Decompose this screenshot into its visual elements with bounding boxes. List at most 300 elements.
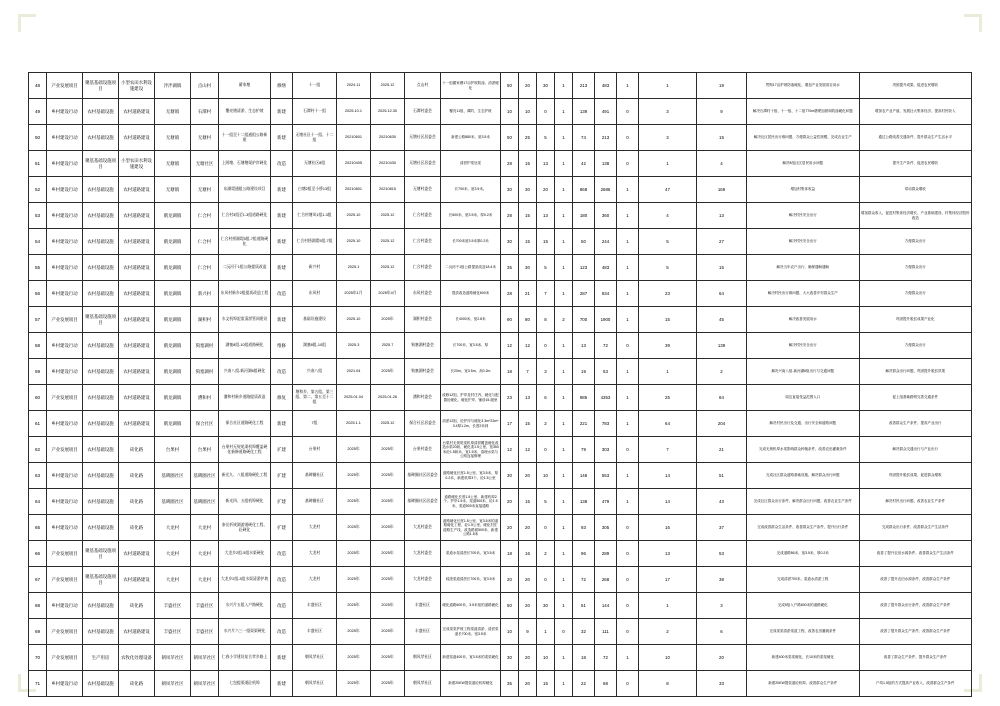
cell-pop: 32 <box>573 619 595 645</box>
cell-name: 泰岳折规湖游道硬化工程、砼硬化 <box>219 515 271 541</box>
cell-start: 2021.04 <box>337 359 371 385</box>
cell-self: 1 <box>555 463 573 489</box>
cell-self: 1 <box>555 99 573 125</box>
cell-start: 2025.3 <box>337 333 371 359</box>
cell-village: 点山村 <box>191 73 219 99</box>
cell-mech: 改善了提升群众出行条件、改善群众生产条件 <box>859 593 972 619</box>
cell-self: 1 <box>555 281 573 307</box>
cell-invest: 28 <box>501 203 519 229</box>
cell-self: 1 <box>555 593 573 619</box>
cell-town: 鹤龙湖镇 <box>155 411 191 437</box>
table-row <box>29 255 972 281</box>
cell-pop: 13 <box>573 333 595 359</box>
cell-nature: 维修 <box>271 333 293 359</box>
cell-end: 20210430 <box>371 151 405 177</box>
cell-fund: 20 <box>519 593 537 619</box>
cell-poor: 268 <box>595 567 617 593</box>
cell-start: 2025年 <box>337 619 371 645</box>
cell-name: 大龙乡2组-5组水渠硬化 <box>219 541 271 567</box>
cell-start: 2025年 <box>337 567 371 593</box>
cell-industry: 聚基基础设施项目 <box>83 73 119 99</box>
cell-no: 59 <box>29 359 47 385</box>
cell-self: 1 <box>555 489 573 515</box>
cell-type: 农村道路建设 <box>119 333 155 359</box>
cell-fund: 13 <box>519 385 537 411</box>
cell-no: 65 <box>29 515 47 541</box>
cell-goal: 解决改善发展用水 <box>747 307 860 333</box>
cell-drive2: 10 <box>639 645 697 671</box>
cell-name: 仁合村捞湖堤5组-7组道路硬化 <box>219 229 271 255</box>
cell-self: 1 <box>555 177 573 203</box>
cell-nature: 改造 <box>271 619 293 645</box>
cell-village: 湖积村 <box>191 307 219 333</box>
cell-drive: 1 <box>617 203 639 229</box>
cell-mech: 增加群众收入、促进村集体经济增长、产业基础建设、村集体经济股份改造 <box>859 203 972 229</box>
cell-pop: 287 <box>573 281 595 307</box>
cell-self: 1 <box>555 385 573 411</box>
cell-field: 产业发展项目 <box>47 619 83 645</box>
cell-goal: 完成道路86米、宽3.5米、厚0.2米 <box>747 541 860 567</box>
cell-type: 农牧化处理设备 <box>119 645 155 671</box>
cell-other: 20 <box>537 177 555 203</box>
cell-drive: 1 <box>617 463 639 489</box>
cell-fund: 15 <box>519 151 537 177</box>
cell-goal: 解决石潭村十组、十一组、十二组770m塘堤加固和防渗硬化问题 <box>747 99 860 125</box>
cell-other: 8 <box>537 307 555 333</box>
cell-end: 20210630 <box>371 125 405 151</box>
cell-nature: 扩建 <box>271 489 293 515</box>
cell-pop: 213 <box>573 73 595 99</box>
cell-subject: 保合社区居委会 <box>405 411 441 437</box>
cell-drive: 0 <box>617 437 639 463</box>
cell-town: 基碑圈社区 <box>155 463 191 489</box>
cell-drive: 1 <box>617 229 639 255</box>
cell-subject: 仁合村委会 <box>405 229 441 255</box>
cell-drive2: 25 <box>639 385 697 411</box>
cell-mech: 解决群众交通出行与产业出行 <box>859 437 972 463</box>
cell-drive2: 8 <box>639 671 697 697</box>
cell-village: 漕和村 <box>191 385 219 411</box>
cell-village: 朝凤苹社区 <box>191 645 219 671</box>
cell-fund: 16 <box>519 541 537 567</box>
cell-drive3: 84 <box>697 385 747 411</box>
cell-pop: 123 <box>573 255 595 281</box>
cell-start: 2025年 <box>337 489 371 515</box>
cell-town: 鹤龙湖镇 <box>155 333 191 359</box>
cell-other: 0 <box>537 515 555 541</box>
cell-field: 产业发展项目 <box>47 567 83 593</box>
cell-drive2: 23 <box>639 281 697 307</box>
cell-self: 1 <box>555 73 573 99</box>
cell-no: 71 <box>29 671 47 697</box>
table-row <box>29 541 972 567</box>
cell-village: 保合社区 <box>191 411 219 437</box>
cell-drive3: 51 <box>697 463 747 489</box>
cell-industry: 农村基础设施 <box>83 203 119 229</box>
cell-nature: 新建 <box>271 645 293 671</box>
cell-invest: 28 <box>501 281 519 307</box>
cell-no: 58 <box>29 333 47 359</box>
cell-site: 台果村 <box>293 437 337 463</box>
cell-other: 30 <box>537 593 555 619</box>
cell-industry: 农村基础设施 <box>83 619 119 645</box>
cell-town: 无塘镇 <box>155 177 191 203</box>
corner-mark-top-right-vertical <box>979 14 982 32</box>
cell-drive3: 33 <box>697 671 747 697</box>
cell-subject: 狗塞湖村委会 <box>405 333 441 359</box>
cell-drive3: 19 <box>697 73 747 99</box>
cell-content: 清淤护渠处渠 <box>441 151 501 177</box>
cell-mech: 完成群众出行条件、改善群众生产生活条件 <box>859 515 972 541</box>
cell-no: 60 <box>29 385 47 411</box>
cell-site: 丰盛社区 <box>293 619 337 645</box>
cell-site: 大龙村 <box>293 515 337 541</box>
cell-drive: 1 <box>617 177 639 203</box>
cell-goal: 周边直接受益范围人口 <box>747 385 860 411</box>
cell-content: 长700米、宽3.5米。 <box>441 177 501 203</box>
cell-town: 无塘镇 <box>155 151 191 177</box>
cell-mech: 户均1.5倍的方式提高产业收入、改善群众生产条件 <box>859 671 972 697</box>
cell-pop: 18 <box>573 645 595 671</box>
cell-invest: 12 <box>501 437 519 463</box>
cell-type: 砖化路 <box>119 515 155 541</box>
cell-no: 52 <box>29 177 47 203</box>
cell-drive3: 20 <box>697 645 747 671</box>
cell-industry: 农村基础设施 <box>83 281 119 307</box>
cell-goal: 新建20KW提渠道砼机埠、改善群众生产条件 <box>747 671 860 697</box>
cell-poor: 144 <box>595 593 617 619</box>
cell-mech: 带动群众增收 <box>859 177 972 203</box>
cell-poor: 72 <box>595 333 617 359</box>
cell-type: 农村道路建设 <box>119 177 155 203</box>
cell-nature: 改造 <box>271 359 293 385</box>
cell-poor: 483 <box>595 73 617 99</box>
cell-mech: 改善了提升群众生产条件、改善群众生产条件 <box>859 619 972 645</box>
cell-site: 大龙村 <box>293 541 337 567</box>
cell-pop: 985 <box>573 385 595 411</box>
cell-mech: 方便群众出行 <box>859 255 972 281</box>
cell-fund: 20 <box>519 515 537 541</box>
table-row <box>29 281 972 307</box>
cell-industry: 聚基基础设施项目 <box>83 307 119 333</box>
cell-subject: 丰盛社区 <box>405 593 441 619</box>
cell-field: 乡村建设行动 <box>47 463 83 489</box>
cell-end: 2025.12 <box>371 229 405 255</box>
cell-town: 大龙村 <box>155 515 191 541</box>
cell-other: 15 <box>537 229 555 255</box>
table-row <box>29 411 972 437</box>
cell-content: 二沅河干1组公路提质改造18.4米 <box>441 255 501 281</box>
cell-start: 2025年 <box>337 593 371 619</box>
cell-start: 2025年 <box>337 437 371 463</box>
cell-drive3: 43 <box>697 489 747 515</box>
cell-drive2: 1 <box>639 151 697 177</box>
cell-industry: 农村基础设施 <box>83 671 119 697</box>
cell-town: 鹤龙湖镇 <box>155 229 191 255</box>
cell-start: 2025.10.1 <box>337 99 371 125</box>
cell-drive: 1 <box>617 307 639 333</box>
table-row <box>29 567 972 593</box>
cell-drive2: 13 <box>639 541 697 567</box>
cell-fund: 30 <box>519 177 537 203</box>
cell-field: 乡村建设行动 <box>47 255 83 281</box>
cell-subject: 台果村委会 <box>405 437 441 463</box>
cell-village: 石潭村 <box>191 99 219 125</box>
cell-field: 乡村建设行动 <box>47 203 83 229</box>
cell-type: 农村道路建设 <box>119 255 155 281</box>
cell-village: 丰盛社区 <box>191 593 219 619</box>
cell-fund: 30 <box>519 255 537 281</box>
cell-name: 水兴片五组入户路硬化 <box>219 593 271 619</box>
cell-goal: 完成社区群众出行条件、解决群众出行问题、改善农业生产条件 <box>747 489 860 515</box>
cell-poor: 111 <box>595 619 617 645</box>
cell-village: 新兴村 <box>191 281 219 307</box>
cell-self: 1 <box>555 359 573 385</box>
cell-drive: 1 <box>617 281 639 307</box>
cell-name: 十一组至十二组通组公路新建 <box>219 125 271 151</box>
cell-content: 长4000米、宽2.8米 <box>441 307 501 333</box>
cell-other: 5 <box>537 255 555 281</box>
cell-type: 砖化路 <box>119 437 155 463</box>
cell-mech: 解决村民出行问题、改善农业生产条件 <box>859 489 972 515</box>
table-row <box>29 463 972 489</box>
cell-goal: 解决村民安全出行 <box>747 229 860 255</box>
cell-mech: 提升生产条件、促进农民增收 <box>859 151 972 177</box>
cell-content: 完成渠渠护坡工程渠道清淤、清淤渠道长700米、宽3.5米 <box>441 619 501 645</box>
table-row <box>29 203 972 229</box>
cell-content: 道路硬化长度1.5公里、新建机埠2个、护岸1.5米、渠道500米、砼1.5米、渠道500米直接通路 <box>441 489 501 515</box>
cell-drive: 0 <box>617 619 639 645</box>
cell-poor: 68 <box>595 671 617 697</box>
cell-end: 2025.12 <box>371 73 405 99</box>
cell-end: 2025.12 <box>371 255 405 281</box>
cell-nature: 扩建 <box>271 437 293 463</box>
cell-mech: 促上组基础路网完善交通条件 <box>859 385 972 411</box>
cell-site: 塘和乡、第五组、第三组、第二、第五至十二组 <box>293 385 337 411</box>
cell-type: 砖化路 <box>119 671 155 697</box>
cell-type: 农村道路建设 <box>119 541 155 567</box>
cell-site: 朝凤苹社区 <box>293 645 337 671</box>
cell-end: 2025年 <box>371 307 405 333</box>
cell-poor: 479 <box>595 489 617 515</box>
cell-site: 石潭村十一组 <box>293 99 337 125</box>
cell-end: 2025年 <box>371 489 405 515</box>
cell-other: 13 <box>537 151 555 177</box>
cell-drive3: 169 <box>697 177 747 203</box>
cell-village: 台果村 <box>191 437 219 463</box>
cell-site: 丰盛社区 <box>293 593 337 619</box>
cell-goal: 解决村民出行及交通、出行安全和道路问题 <box>747 411 860 437</box>
cell-drive: 0 <box>617 333 639 359</box>
cell-site: 朝凤苹社区 <box>293 671 337 697</box>
cell-fund: 20 <box>519 567 537 593</box>
cell-fund: 12 <box>519 437 537 463</box>
cell-other: 5 <box>537 489 555 515</box>
cell-subject: 朝凤苹社区 <box>405 671 441 697</box>
cell-mech: 改善了群众生产条件、提升群众生产条件 <box>859 645 972 671</box>
cell-town: 鹤龙湖镇 <box>155 307 191 333</box>
project-detail-table-wrapper <box>28 72 972 697</box>
cell-village: 大龙村 <box>191 541 219 567</box>
cell-type: 农村道路建设 <box>119 359 155 385</box>
table-row <box>29 385 972 411</box>
cell-content: 新建公路880米、宽3.5米 <box>441 125 501 151</box>
cell-industry: 农村基础设施 <box>83 411 119 437</box>
cell-fund: 12 <box>519 333 537 359</box>
cell-town: 鹤龙湖镇 <box>155 203 191 229</box>
cell-fund: 20 <box>519 463 537 489</box>
cell-goal: 完成无规机埠水渠影响群众种植条件、改善农田灌溉条件 <box>747 437 860 463</box>
cell-type: 农村道路建设 <box>119 229 155 255</box>
cell-no: 50 <box>29 125 47 151</box>
cell-fund: 20 <box>519 645 537 671</box>
cell-goal: 贯彻17亩护坡防渗硬化、增加产业发展项目用水 <box>747 73 860 99</box>
table-row <box>29 671 972 697</box>
cell-no: 54 <box>29 229 47 255</box>
cell-drive2: 1 <box>639 593 697 619</box>
table-row <box>29 229 972 255</box>
cell-goal: 解决8组社区居民用水问题 <box>747 151 860 177</box>
cell-village: 狗塞湖村 <box>191 359 219 385</box>
cell-town: 丰盛社区 <box>155 593 191 619</box>
cell-drive: 1 <box>617 489 639 515</box>
cell-name: 新光四、五组机埠硬化 <box>219 489 271 515</box>
cell-goal: 解决兴南八组-新河湖6组出行与交通问题 <box>747 359 860 385</box>
table-row <box>29 307 972 333</box>
cell-other: 2 <box>537 541 555 567</box>
cell-other: 30 <box>537 73 555 99</box>
cell-poor: 53 <box>595 359 617 385</box>
cell-industry: 农村基础设施 <box>83 593 119 619</box>
cell-field: 乡村建设行动 <box>47 489 83 515</box>
cell-village: 狗塞湖村 <box>191 333 219 359</box>
table-row <box>29 151 972 177</box>
cell-pop: 74 <box>573 125 595 151</box>
cell-start: 2025年1月 <box>337 281 371 307</box>
cell-drive2: 4 <box>639 203 697 229</box>
cell-drive3: 45 <box>697 307 747 333</box>
cell-drive3: 3 <box>697 593 747 619</box>
cell-drive3: 204 <box>697 411 747 437</box>
corner-mark-top-left-vertical <box>18 14 21 32</box>
cell-town: 基碑圈社区 <box>155 489 191 515</box>
cell-content: 覆亮11组、潭的、生态护坡 <box>441 99 501 125</box>
cell-poor: 1900 <box>595 307 617 333</box>
cell-site: 仁合村捞湖堤5组-7组 <box>293 229 337 255</box>
cell-village: 无塘社区 <box>191 151 219 177</box>
cell-name: 东风村新乡2组提质改造工程 <box>219 281 271 307</box>
cell-nature: 新建 <box>271 229 293 255</box>
cell-content: 长20m、宽3.5m、高0.2m <box>441 359 501 385</box>
cell-drive2: 47 <box>639 177 697 203</box>
cell-drive2: 64 <box>639 411 697 437</box>
cell-nature: 新建 <box>271 255 293 281</box>
cell-poor: 213 <box>595 125 617 151</box>
cell-self: 1 <box>555 411 573 437</box>
cell-goal: 完成改善群众生活条件、改善群众生产条件、提升出行条件 <box>747 515 860 541</box>
cell-nature: 新建 <box>271 99 293 125</box>
cell-name: 七包提渠道砼机埠 <box>219 671 271 697</box>
cell-drive: 1 <box>617 411 639 437</box>
cell-self: 1 <box>555 515 573 541</box>
cell-field: 产业发展项目 <box>47 645 83 671</box>
cell-drive2: 17 <box>639 567 697 593</box>
cell-end: 2025年 <box>371 437 405 463</box>
cell-village: 大龙村 <box>191 567 219 593</box>
cell-subject: 丰盛社区 <box>405 619 441 645</box>
cell-other: 0 <box>537 437 555 463</box>
cell-invest: 20 <box>501 567 519 593</box>
cell-start: 20210801 <box>337 177 371 203</box>
cell-name: 上阿塘、石塘塘渠护岸硬化 <box>219 151 271 177</box>
cell-no: 64 <box>29 489 47 515</box>
cell-fund: 15 <box>519 411 537 437</box>
cell-content: 新建20KW提渠道砼机埠硬化 <box>441 671 501 697</box>
cell-drive2: 3 <box>639 125 697 151</box>
cell-type: 小型农田水利设施建设 <box>119 151 155 177</box>
cell-drive2: 15 <box>639 307 697 333</box>
cell-village: 仁合村 <box>191 203 219 229</box>
cell-poor: 305 <box>595 515 617 541</box>
cell-goal: 解决村民安全出行 <box>747 203 860 229</box>
cell-type: 农村道路建设 <box>119 99 155 125</box>
cell-subject: 无塘社区居委会 <box>405 151 441 177</box>
cell-subject: 大龙村委会 <box>405 567 441 593</box>
cell-nature: 扩建 <box>271 515 293 541</box>
cell-invest: 90 <box>501 307 519 333</box>
cell-self: 0 <box>555 619 573 645</box>
cell-drive: 0 <box>617 515 639 541</box>
cell-industry: 聚基基础设施项目 <box>83 567 119 593</box>
cell-village: 朝凤苹社区 <box>191 671 219 697</box>
cell-fund: 21 <box>519 281 537 307</box>
cell-pop: 19 <box>573 359 595 385</box>
cell-pop: 79 <box>573 437 595 463</box>
cell-other: 0 <box>537 99 555 125</box>
cell-drive3: 64 <box>697 281 747 307</box>
cell-drive2: 16 <box>639 515 697 541</box>
cell-subject: 无塘村委会 <box>405 177 441 203</box>
cell-poor: 72 <box>595 645 617 671</box>
cell-drive2: 7 <box>639 437 697 463</box>
cell-self: 1 <box>555 151 573 177</box>
cell-goal: 解决当年农户出行、确保通畅通畅 <box>747 255 860 281</box>
cell-other: 6 <box>537 385 555 411</box>
cell-site: 东风村 <box>293 281 337 307</box>
cell-poor: 2686 <box>595 177 617 203</box>
cell-self: 2 <box>555 307 573 333</box>
table-row <box>29 645 972 671</box>
cell-village: 无塘村 <box>191 177 219 203</box>
cell-drive: 0 <box>617 593 639 619</box>
cell-drive3: 53 <box>697 541 747 567</box>
cell-end: 2025年 <box>371 671 405 697</box>
table-row <box>29 437 972 463</box>
cell-other: 0 <box>537 567 555 593</box>
cell-field: 乡村建设行动 <box>47 177 83 203</box>
cell-name: 仁春小学建设复合苹乡路上 <box>219 645 271 671</box>
cell-invest: 28 <box>501 151 519 177</box>
cell-pop: 93 <box>573 515 595 541</box>
cell-nature: 改造 <box>271 281 293 307</box>
cell-town: 大龙村 <box>155 567 191 593</box>
cell-drive3: 4 <box>697 151 747 177</box>
cell-village: 丰盛社区 <box>191 619 219 645</box>
cell-pop: 50 <box>573 229 595 255</box>
cell-invest: 12 <box>501 333 519 359</box>
cell-nature: 扩建 <box>271 463 293 489</box>
cell-subject: 仁合村委会 <box>405 255 441 281</box>
